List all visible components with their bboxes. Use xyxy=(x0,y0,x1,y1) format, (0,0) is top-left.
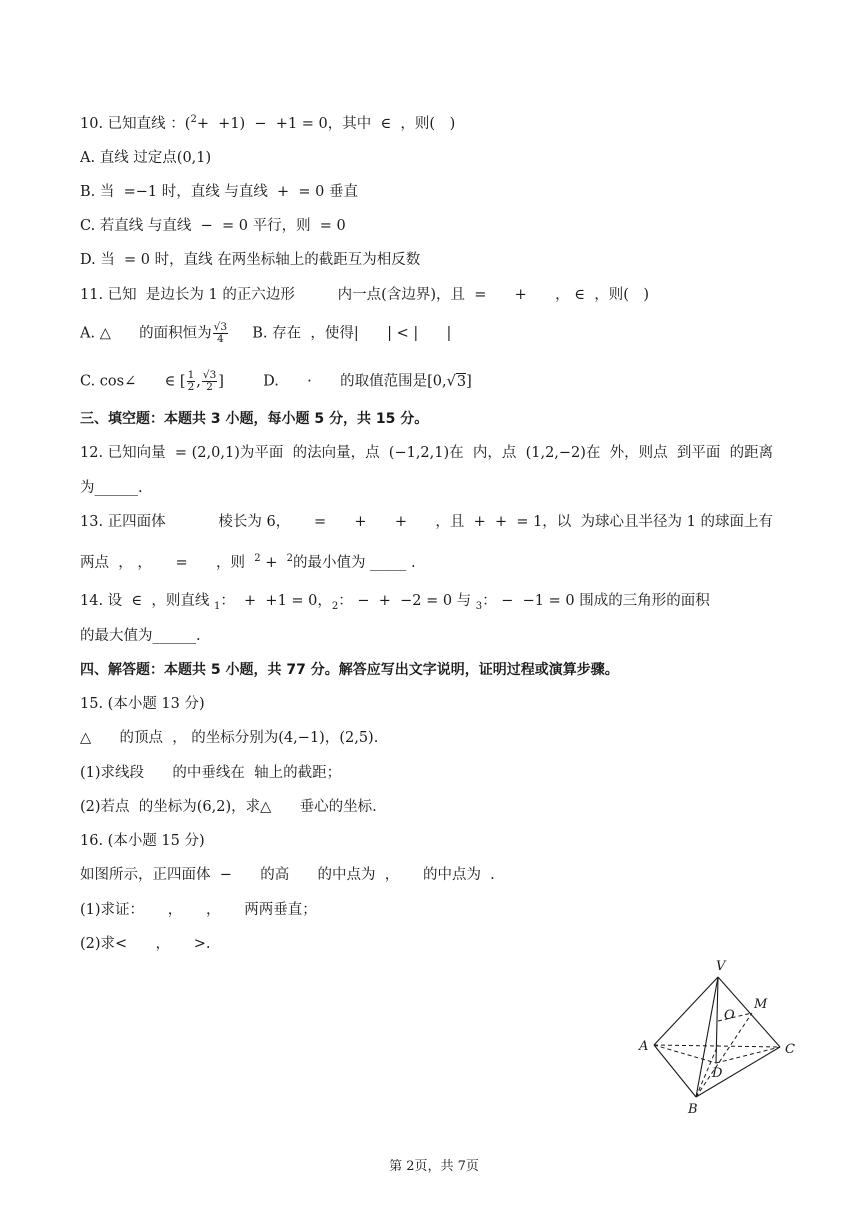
edge-ac-dashed xyxy=(654,1045,780,1047)
q16-header: 16. (本小题 15 分) xyxy=(80,833,205,849)
q11-options-ab: A. △ ​ 的面积恒为 $\frac{√3}{4}$ B. 存在 ​ ，使得| ​ | < | ​ | xyxy=(80,321,452,345)
q10-option-b: B. 当 ​ =−1 时，直线 与直线 ​ + ​ = 0 垂直 xyxy=(80,184,359,200)
q14-line-2: 的最大值为______. xyxy=(80,628,201,644)
q11-c-fraction-1: $\frac{1}{2}$ xyxy=(187,369,195,393)
tetrahedron-svg xyxy=(632,955,812,1120)
edge-bm-dashed xyxy=(696,1013,752,1097)
q16-part-1: (1)求证：​ ，​ ，​ 两两垂直； xyxy=(80,902,317,918)
q15-part-1: (1)求线段 ​ 的中垂线在 ​ 轴上的截距； xyxy=(80,765,342,781)
label-v: V xyxy=(716,959,726,974)
q12-line-1: 12. 已知向量 ​ = (2,0,1)为平面 ​ 的法向量，点 ​ (−1,2,1)在 ​ 内，点 ​ (1,2,−2)在 ​ 外，则点 ​ 到平面 ​ 的距离 xyxy=(80,445,774,461)
q15-line-1: △ ​ 的顶点 ​ ，​ 的坐标分别为(4,−1)，(2,5). xyxy=(80,730,379,746)
section-4-heading: 四、解答题：本题共 5 小题，共 77 分。解答应写出文字说明，证明过程或演算步骤。 xyxy=(80,662,619,678)
q12-line-2: 为______. xyxy=(80,480,143,496)
q16-line-1: 如图所示，正四面体 ​ − ​ 的高 ​ 的中点为 ​ ，​ 的中点为 ​ . xyxy=(80,867,495,883)
q15-part-2: (2)若点 ​ 的坐标为(6,2)，求△ ​ 垂心的坐标. xyxy=(80,799,377,815)
q13-line-2: 两点 ​ ，​ ，​ = ​ ，则 ​ $^2$ + ​ $^2$的最小值为 _____ . xyxy=(80,553,416,571)
q13-line-1: 13. 正四面体 棱长为 6，​ = ​ + ​ + ​ ，且 ​ + ​ + ​ = 1，以 ​ 为球心且半径为 1 的球面上有 xyxy=(80,514,773,530)
page-footer: 第 2页，共 7页 xyxy=(389,1159,479,1174)
q10-stem: 10. 已知直线 ：($^2$+ ​ +1) ​ − ​ +1 = 0，其中 ​ ∈ ​ ，则( ) xyxy=(80,114,456,132)
edge-bc xyxy=(696,1047,780,1097)
q11-options-cd: C. cos∠ ​ ∈ [ $\frac{1}{2}$ , $\frac{√3}{2}$ ] D. ​ · ​ 的取值范围是[0,√3] xyxy=(80,369,472,393)
q11-a-fraction: $\frac{√3}{4}$ xyxy=(213,321,228,345)
q14-line-1: 14. 设 ​ ∈ ​ ，则直线 $_1$：​ ​ + ​ +1 = 0，$_2$：​ − ​ + ​ −2 = 0 与 $_3$：​ − ​ −1 = 0 围成的三角形的面积 xyxy=(80,593,710,612)
section-3-heading: 三、填空题：本题共 3 小题，每小题 5 分，共 15 分。 xyxy=(80,411,429,427)
edge-ad-dashed xyxy=(654,1045,716,1063)
edge-ab xyxy=(654,1045,696,1097)
q10-option-c: C. 若直线 与直线 ​ − ​ = 0 平行，则 ​ = 0 xyxy=(80,218,346,234)
label-b: B xyxy=(688,1102,698,1117)
label-a: A xyxy=(639,1039,649,1054)
q10-option-d: D. 当 ​ = 0 时，直线 在两坐标轴上的截距互为相反数 xyxy=(80,252,421,268)
q11-c-fraction-2: $\frac{√3}{2}$ xyxy=(202,369,217,393)
q10-option-a: A. 直线 过定点(0,1) xyxy=(80,150,212,166)
label-m: M xyxy=(754,997,768,1012)
label-o: O xyxy=(724,1008,735,1023)
label-d: D xyxy=(712,1066,723,1081)
q15-header: 15. (本小题 13 分) xyxy=(80,696,205,712)
edge-va xyxy=(654,977,718,1045)
edge-dc-dashed xyxy=(716,1047,780,1063)
q11-stem: 11. 已知 ​ 是边长为 1 的正六边形 ​ 内一点(含边界)，且 ​ = ​ + ​ ，​ ∈ ​ ，则( ) xyxy=(80,287,650,303)
q16-part-2: (2)求< ​ ，​ >. xyxy=(80,936,211,952)
tetrahedron-figure xyxy=(632,955,812,1120)
label-c: C xyxy=(785,1042,795,1057)
